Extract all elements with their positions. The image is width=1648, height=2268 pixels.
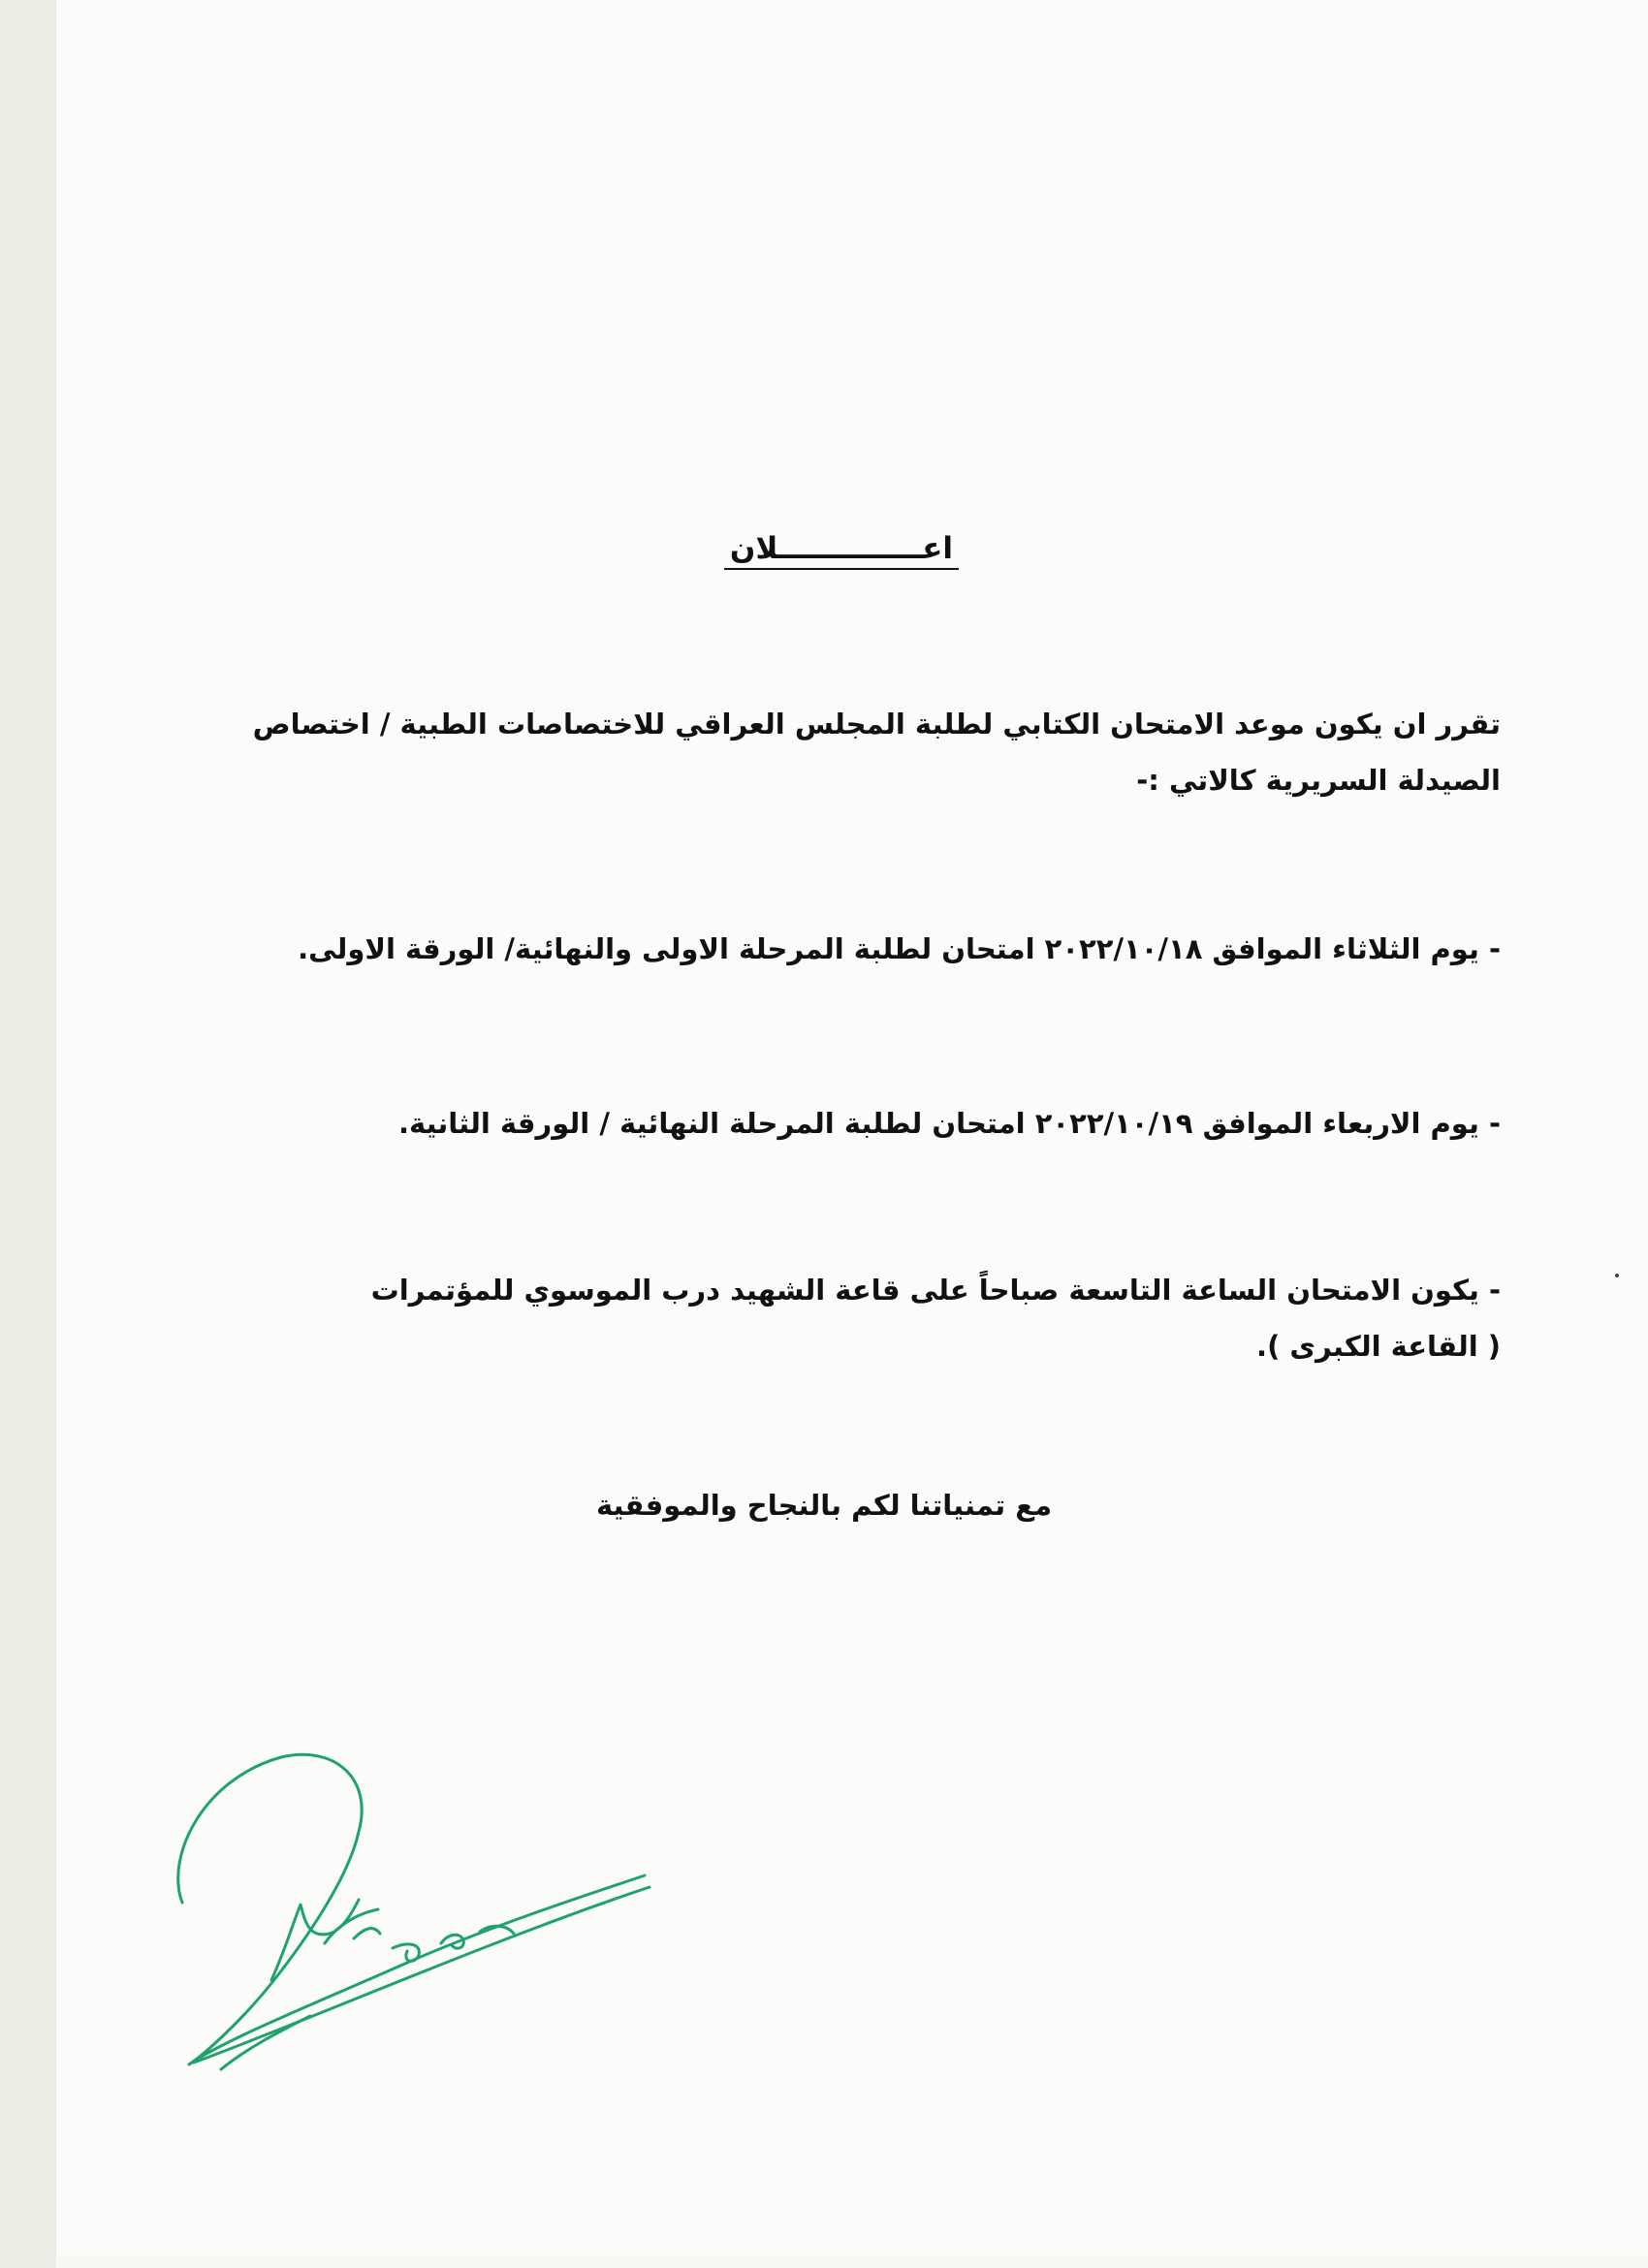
scan-margin (0, 0, 56, 2268)
scan-speck (1615, 1274, 1619, 1277)
announcement-title (706, 531, 977, 570)
announcement-title-text: اعــــــــــــــلان (724, 531, 959, 570)
exam-time-location: - يكون الامتحان الساعة التاسعة صباحاً على قاعة الشهيد درب الموسوي للمؤتمرات ( القاعة الكبرى ). (370, 1274, 1501, 1363)
handwritten-signature (165, 1740, 659, 2079)
schedule-item-second-paper: - يوم الاربعاء الموافق ٢٠٢٢/١٠/١٩ امتحان لطلبة المرحلة النهائية / الورقة الثانية. (397, 1107, 1501, 1140)
closing-wishes: مع تمنياتنا لكم بالنجاح والموفقية (595, 1489, 1053, 1522)
intro-paragraph: تقرر ان يكون موعد الامتحان الكتابي لطلبة المجلس العراقي للاختصاصات الطبية / اختصاص الصيدلة السريرية كالاتي :- (252, 708, 1501, 797)
schedule-item-first-paper: - يوم الثلاثاء الموافق ٢٠٢٢/١٠/١٨ امتحان لطلبة المرحلة الاولى والنهائية/ الورقة الاولى. (298, 932, 1501, 965)
